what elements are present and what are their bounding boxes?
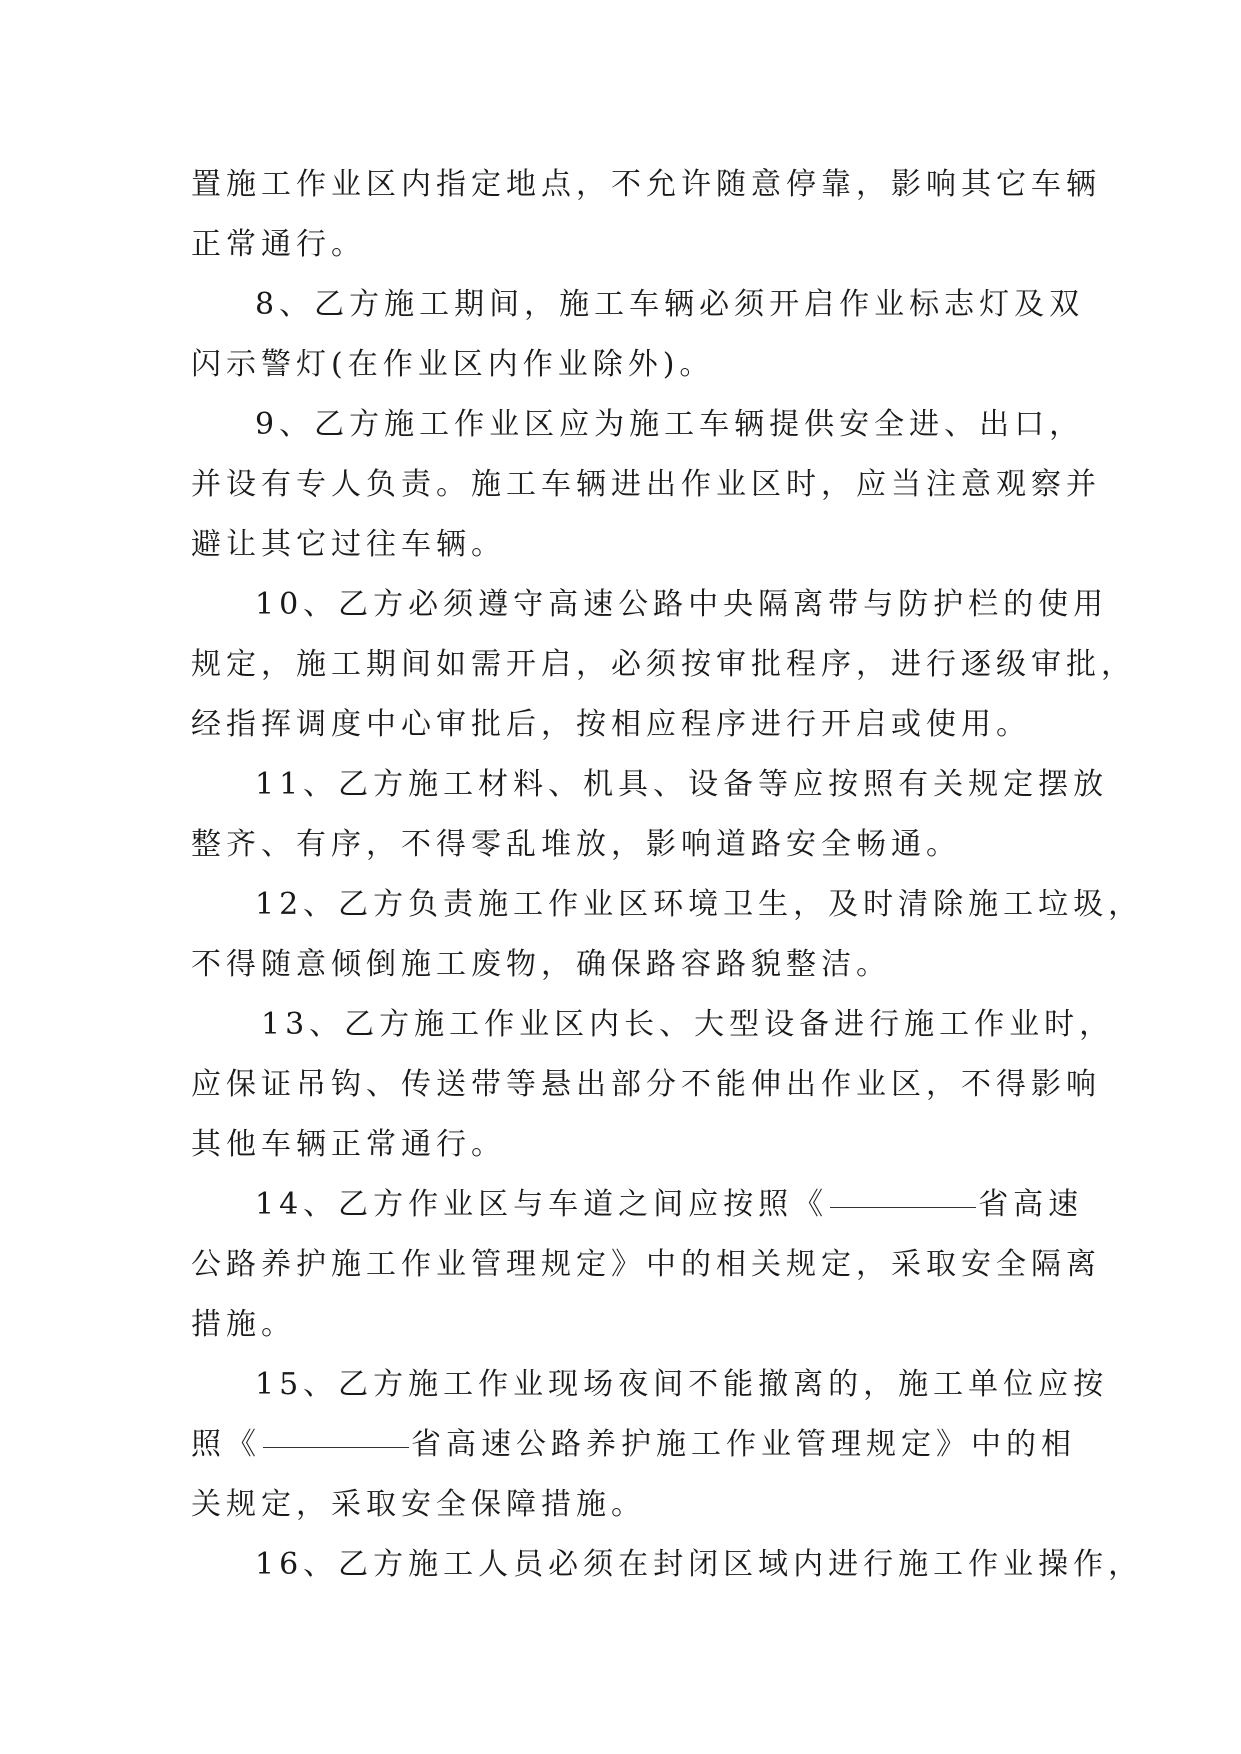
text-segment: 照《 [191,1427,261,1462]
text-line: 12、乙方负责施工作业区环境卫生，及时清除施工垃圾， [255,887,1144,922]
document-body [191,155,1144,1595]
paragraph-15 [191,1355,1109,1535]
text-line: 避让其它过往车辆。 [191,527,506,562]
text-line [191,1415,1076,1475]
paragraph-9 [191,395,1101,575]
fill-in-blank [263,1417,409,1448]
paragraph-10 [191,575,1136,755]
text-line: 置施工作业区内指定地点，不允许随意停靠，影响其它车辆 [191,167,1101,202]
paragraph-7-continued [191,155,1101,275]
text-line: 整齐、有序，不得零乱堆放，影响道路安全畅通。 [191,827,961,862]
text-line: 8、乙方施工期间，施工车辆必须开启作业标志灯及双 [255,287,1085,322]
text-segment: 14、乙方作业区与车道之间应按照《 [255,1187,829,1222]
text-line: 11、乙方施工材料、机具、设备等应按照有关规定摆放 [255,767,1109,802]
paragraph-13 [191,995,1115,1175]
paragraph-12 [191,875,1144,995]
text-line: 关规定，采取安全保障措施。 [191,1487,646,1522]
text-line: 措施。 [191,1307,296,1342]
text-line: 经指挥调度中心审批后，按相应程序进行开启或使用。 [191,707,1031,742]
text-line: 16、乙方施工人员必须在封闭区域内进行施工作业操作， [255,1547,1144,1582]
text-line: 公路养护施工作业管理规定》中的相关规定，采取安全隔离 [191,1247,1101,1282]
paragraph-11 [191,755,1109,875]
paragraph-14 [191,1175,1101,1355]
text-line: 闪示警灯(在作业区内作业除外)。 [191,347,715,382]
text-line: 其他车辆正常通行。 [191,1127,506,1162]
text-segment: 省高速 [978,1187,1084,1222]
text-segment: 省高速公路养护施工作业管理规定》中的相 [411,1427,1076,1462]
text-line: 13、乙方施工作业区内长、大型设备进行施工作业时， [261,1007,1115,1042]
text-line: 不得随意倾倒施工废物，确保路容路貌整洁。 [191,947,891,982]
text-line: 15、乙方施工作业现场夜间不能撤离的，施工单位应按 [255,1367,1109,1402]
paragraph-8 [191,275,1085,395]
text-line: 应保证吊钩、传送带等悬出部分不能伸出作业区，不得影响 [191,1067,1101,1102]
text-line [191,1175,1084,1235]
text-line: 9、乙方施工作业区应为施工车辆提供安全进、出口， [255,407,1085,442]
paragraph-16 [191,1535,1144,1595]
text-line: 并设有专人负责。施工车辆进出作业区时，应当注意观察并 [191,467,1101,502]
text-line: 正常通行。 [191,227,366,262]
text-line: 10、乙方必须遵守高速公路中央隔离带与防护栏的使用 [255,587,1109,622]
fill-in-blank [830,1177,976,1208]
text-line: 规定，施工期间如需开启，必须按审批程序，进行逐级审批， [191,647,1136,682]
